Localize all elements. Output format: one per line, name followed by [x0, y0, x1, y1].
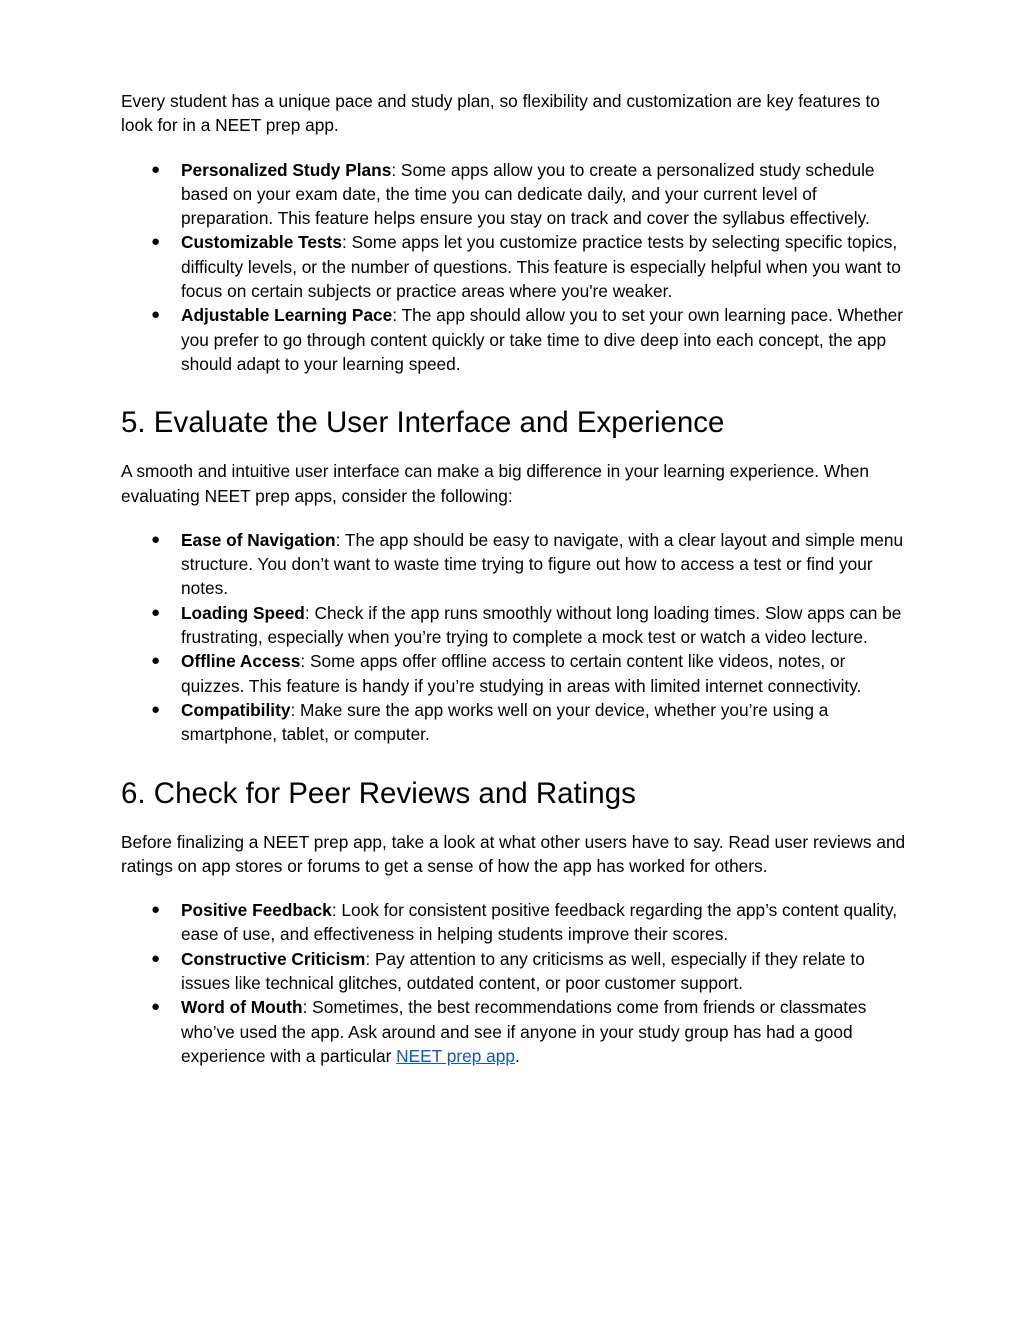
- item-text: : Some apps let you customize practice tests by selecting specific topics, difficulty levels, or the number of questions. This feature is especially helpful when you want to focus on certain subjects or practice areas where you're weaker.: [181, 232, 901, 302]
- document-page: [121, 89, 911, 1068]
- bullet-icon: ●: [151, 233, 161, 251]
- item-text: : Check if the app runs smoothly without long loading times. Slow apps can be frustrating, especially when you’re trying to complete a mock test or watch a video lecture.: [181, 602, 902, 648]
- bullet-icon: ●: [151, 160, 161, 178]
- item-term: Ease of Navigation: [181, 529, 336, 550]
- item-term: Offline Access: [181, 651, 301, 672]
- list-item: [121, 649, 911, 698]
- item-term: Word of Mouth: [181, 997, 303, 1018]
- list-item: [121, 947, 911, 996]
- item-text-end: .: [514, 1045, 520, 1066]
- item-term: Positive Feedback: [181, 900, 332, 921]
- section6-intro: Before finalizing a NEET prep app, take a look at what other users have to say. Read user reviews and ratings on app stores or forums to get a sense of how the app has worked for others.: [121, 831, 906, 876]
- item-text: : Pay attention to any criticisms as well, especially if they relate to issues like technical glitches, outdated content, or poor customer support.: [181, 948, 865, 994]
- item-text: : Sometimes, the best recommendations come from friends or classmates who’ve used the app. Ask around and see if anyone in your study group has had a good experience with a particular: [181, 997, 867, 1066]
- list-item: [121, 898, 911, 947]
- list-item: [121, 303, 911, 376]
- item-term: Adjustable Learning Pace: [181, 305, 393, 326]
- neet-prep-app-link[interactable]: NEET prep app: [396, 1045, 515, 1066]
- item-term: Compatibility: [181, 699, 291, 720]
- bullet-icon: ●: [151, 998, 161, 1016]
- section5-list: [121, 528, 911, 747]
- item-term: Personalized Study Plans: [181, 159, 392, 180]
- bullet-icon: ●: [151, 603, 161, 621]
- bullet-icon: ●: [151, 949, 161, 967]
- section6-list: [121, 898, 911, 1068]
- item-text: : Some apps allow you to create a personalized study schedule based on your exam date, the time you can dedicate daily, and your current level of preparation. This feature helps ensure you stay on track and cover the syllabus effectively.: [181, 159, 875, 229]
- item-term: Loading Speed: [181, 602, 305, 623]
- list-item: [121, 601, 911, 650]
- list-item: [121, 528, 911, 601]
- bullet-icon: ●: [151, 700, 161, 718]
- item-text: : Some apps offer offline access to certain content like videos, notes, or quizzes. This feature is handy if you’re studying in areas with limited internet connectivity.: [181, 651, 862, 696]
- item-term: Customizable Tests: [181, 232, 343, 253]
- section4-list: [121, 158, 911, 377]
- intro-paragraph: Every student has a unique pace and study plan, so flexibility and customization are key features to look for in a NEET prep app.: [121, 91, 880, 136]
- section5-heading: 5. Evaluate the User Interface and Experience: [121, 406, 725, 440]
- item-text: : Look for consistent positive feedback regarding the app’s content quality, ease of use, and effectiveness in helping students improve their scores.: [181, 900, 898, 945]
- bullet-icon: ●: [151, 652, 161, 670]
- section6-heading: 6. Check for Peer Reviews and Ratings: [121, 776, 636, 810]
- bullet-icon: ●: [151, 530, 161, 548]
- item-text: : Make sure the app works well on your device, whether you’re using a smartphone, tablet, or computer.: [181, 699, 829, 745]
- item-text: : The app should be easy to navigate, with a clear layout and simple menu structure. You don’t want to waste time trying to figure out how to access a test or find your notes.: [181, 529, 904, 599]
- list-item: [121, 995, 911, 1068]
- bullet-icon: ●: [151, 901, 161, 919]
- item-text: : The app should allow you to set your own learning pace. Whether you prefer to go through content quickly or take time to dive deep into each concept, the app should adapt to your learning speed.: [181, 305, 904, 374]
- list-item: [121, 230, 911, 303]
- list-item: [121, 158, 911, 231]
- item-term: Constructive Criticism: [181, 948, 366, 969]
- list-item: [121, 698, 911, 747]
- section5-intro: A smooth and intuitive user interface can make a big difference in your learning experience. When evaluating NEET prep apps, consider the following:: [121, 461, 870, 506]
- bullet-icon: ●: [151, 306, 161, 324]
